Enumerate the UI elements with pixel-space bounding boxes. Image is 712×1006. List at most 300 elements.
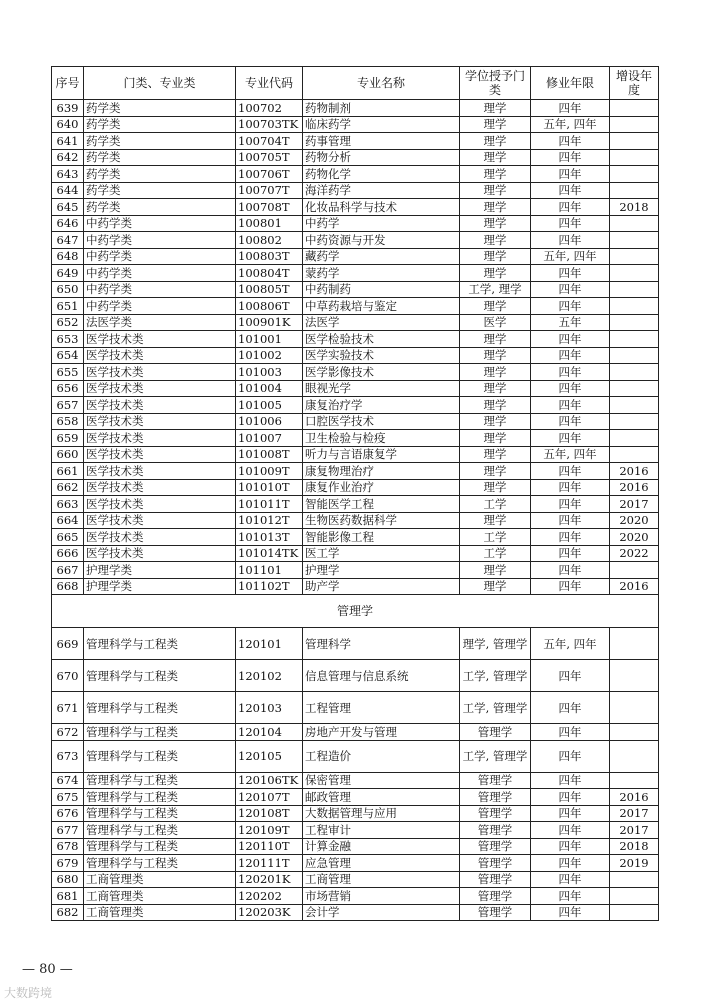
cell-name: 口腔医学技术 <box>303 413 460 430</box>
cell-degree: 理学 <box>460 331 531 348</box>
cell-duration: 四年 <box>531 397 610 414</box>
table-row <box>52 822 659 839</box>
cell-duration: 四年 <box>531 232 610 249</box>
header-name: 专业名称 <box>303 67 460 100</box>
table-row <box>52 805 659 822</box>
cell-category: 管理科学与工程类 <box>84 855 236 872</box>
table-row <box>52 446 659 463</box>
cell-code: 100805T <box>236 281 303 298</box>
cell-degree: 理学 <box>460 248 531 265</box>
cell-code: 120104 <box>236 724 303 741</box>
cell-category: 医学技术类 <box>84 430 236 447</box>
cell-code: 120107T <box>236 789 303 806</box>
cell-duration: 四年 <box>531 692 610 724</box>
cell-code: 101008T <box>236 446 303 463</box>
cell-code: 120201K <box>236 871 303 888</box>
cell-category: 管理科学与工程类 <box>84 740 236 772</box>
table-row <box>52 166 659 183</box>
cell-category: 管理科学与工程类 <box>84 772 236 789</box>
cell-category: 中药学类 <box>84 281 236 298</box>
cell-name: 药事管理 <box>303 133 460 150</box>
cell-degree: 理学 <box>460 397 531 414</box>
cell-code: 120202 <box>236 888 303 905</box>
section-title: 管理学 <box>52 595 659 628</box>
cell-year: 2017 <box>610 822 659 839</box>
cell-num: 665 <box>52 529 84 546</box>
cell-degree: 管理学 <box>460 904 531 921</box>
cell-code: 101006 <box>236 413 303 430</box>
cell-duration: 四年 <box>531 888 610 905</box>
cell-category: 管理科学与工程类 <box>84 724 236 741</box>
cell-duration: 四年 <box>531 479 610 496</box>
cell-category: 医学技术类 <box>84 479 236 496</box>
cell-num: 655 <box>52 364 84 381</box>
table-row <box>52 100 659 117</box>
cell-category: 医学技术类 <box>84 446 236 463</box>
cell-year <box>610 446 659 463</box>
cell-code: 100901K <box>236 314 303 331</box>
cell-year <box>610 100 659 117</box>
cell-category: 医学技术类 <box>84 496 236 513</box>
cell-year: 2016 <box>610 789 659 806</box>
cell-name: 海洋药学 <box>303 182 460 199</box>
cell-code: 101003 <box>236 364 303 381</box>
cell-num: 650 <box>52 281 84 298</box>
cell-year <box>610 116 659 133</box>
cell-name: 医工学 <box>303 545 460 562</box>
cell-duration: 四年 <box>531 413 610 430</box>
cell-year <box>610 314 659 331</box>
cell-num: 677 <box>52 822 84 839</box>
cell-year <box>610 364 659 381</box>
cell-duration: 四年 <box>531 805 610 822</box>
cell-code: 120101 <box>236 628 303 660</box>
cell-duration: 四年 <box>531 149 610 166</box>
cell-name: 听力与言语康复学 <box>303 446 460 463</box>
cell-category: 医学技术类 <box>84 463 236 480</box>
cell-category: 药学类 <box>84 166 236 183</box>
table-row <box>52 871 659 888</box>
cell-code: 100801 <box>236 215 303 232</box>
cell-category: 中药学类 <box>84 248 236 265</box>
cell-num: 649 <box>52 265 84 282</box>
table-row <box>52 248 659 265</box>
cell-duration: 四年 <box>531 265 610 282</box>
cell-degree: 管理学 <box>460 789 531 806</box>
cell-degree: 理学 <box>460 298 531 315</box>
cell-num: 648 <box>52 248 84 265</box>
cell-code: 101004 <box>236 380 303 397</box>
table-row <box>52 562 659 579</box>
cell-degree: 理学 <box>460 430 531 447</box>
table-body-management <box>52 628 659 921</box>
cell-name: 市场营销 <box>303 888 460 905</box>
cell-duration: 四年 <box>531 347 610 364</box>
cell-degree: 理学 <box>460 215 531 232</box>
cell-name: 中药资源与开发 <box>303 232 460 249</box>
cell-category: 管理科学与工程类 <box>84 822 236 839</box>
header-duration: 修业年限 <box>531 67 610 100</box>
cell-name: 药物制剂 <box>303 100 460 117</box>
cell-category: 医学技术类 <box>84 397 236 414</box>
cell-year: 2016 <box>610 463 659 480</box>
cell-degree: 工学, 管理学 <box>460 740 531 772</box>
cell-category: 管理科学与工程类 <box>84 838 236 855</box>
cell-year <box>610 430 659 447</box>
cell-year <box>610 740 659 772</box>
cell-category: 医学技术类 <box>84 380 236 397</box>
cell-name: 信息管理与信息系统 <box>303 660 460 692</box>
table-row <box>52 724 659 741</box>
cell-num: 667 <box>52 562 84 579</box>
cell-name: 藏药学 <box>303 248 460 265</box>
cell-name: 助产学 <box>303 578 460 595</box>
cell-degree: 管理学 <box>460 838 531 855</box>
cell-degree: 管理学 <box>460 772 531 789</box>
cell-code: 120111T <box>236 855 303 872</box>
cell-name: 康复作业治疗 <box>303 479 460 496</box>
table-row <box>52 347 659 364</box>
cell-code: 120106TK <box>236 772 303 789</box>
cell-name: 工商管理 <box>303 871 460 888</box>
cell-name: 卫生检验与检疫 <box>303 430 460 447</box>
cell-code: 101007 <box>236 430 303 447</box>
cell-year <box>610 248 659 265</box>
cell-code: 101102T <box>236 578 303 595</box>
cell-category: 药学类 <box>84 199 236 216</box>
cell-name: 大数据管理与应用 <box>303 805 460 822</box>
cell-year <box>610 166 659 183</box>
cell-code: 120103 <box>236 692 303 724</box>
cell-category: 工商管理类 <box>84 871 236 888</box>
cell-name: 中药学 <box>303 215 460 232</box>
cell-name: 邮政管理 <box>303 789 460 806</box>
cell-category: 管理科学与工程类 <box>84 660 236 692</box>
table-row <box>52 331 659 348</box>
cell-num: 663 <box>52 496 84 513</box>
table-row <box>52 314 659 331</box>
cell-year <box>610 182 659 199</box>
cell-num: 675 <box>52 789 84 806</box>
cell-num: 659 <box>52 430 84 447</box>
table-row <box>52 463 659 480</box>
cell-code: 101011T <box>236 496 303 513</box>
table-row <box>52 496 659 513</box>
cell-num: 646 <box>52 215 84 232</box>
cell-degree: 管理学 <box>460 855 531 872</box>
cell-duration: 四年 <box>531 545 610 562</box>
cell-duration: 四年 <box>531 331 610 348</box>
cell-num: 645 <box>52 199 84 216</box>
cell-year: 2020 <box>610 529 659 546</box>
cell-year <box>610 331 659 348</box>
cell-category: 中药学类 <box>84 215 236 232</box>
cell-name: 生物医药数据科学 <box>303 512 460 529</box>
cell-year <box>610 215 659 232</box>
cell-num: 639 <box>52 100 84 117</box>
cell-degree: 管理学 <box>460 871 531 888</box>
cell-code: 101002 <box>236 347 303 364</box>
cell-num: 662 <box>52 479 84 496</box>
cell-degree: 理学 <box>460 578 531 595</box>
cell-category: 管理科学与工程类 <box>84 628 236 660</box>
table-row <box>52 116 659 133</box>
table-row <box>52 182 659 199</box>
cell-category: 法医学类 <box>84 314 236 331</box>
cell-degree: 工学, 管理学 <box>460 692 531 724</box>
cell-num: 681 <box>52 888 84 905</box>
cell-duration: 四年 <box>531 364 610 381</box>
cell-category: 管理科学与工程类 <box>84 805 236 822</box>
table-body-medicine <box>52 100 659 595</box>
cell-category: 医学技术类 <box>84 545 236 562</box>
table-row <box>52 578 659 595</box>
cell-category: 药学类 <box>84 133 236 150</box>
cell-name: 房地产开发与管理 <box>303 724 460 741</box>
table-row <box>52 380 659 397</box>
cell-degree: 理学 <box>460 232 531 249</box>
header-category: 门类、专业类 <box>84 67 236 100</box>
major-catalog-table <box>51 66 659 921</box>
cell-degree: 工学 <box>460 529 531 546</box>
cell-degree: 理学 <box>460 364 531 381</box>
table-row <box>52 740 659 772</box>
cell-num: 642 <box>52 149 84 166</box>
cell-code: 120102 <box>236 660 303 692</box>
cell-year <box>610 265 659 282</box>
cell-duration: 四年 <box>531 182 610 199</box>
table-row <box>52 789 659 806</box>
header-num: 序号 <box>52 67 84 100</box>
cell-code: 100802 <box>236 232 303 249</box>
watermark: 大数跨境 <box>4 986 53 1000</box>
cell-degree: 工学, 理学 <box>460 281 531 298</box>
cell-name: 护理学 <box>303 562 460 579</box>
table-row <box>52 364 659 381</box>
cell-duration: 五年, 四年 <box>531 628 610 660</box>
table-row <box>52 397 659 414</box>
cell-code: 101101 <box>236 562 303 579</box>
table-row <box>52 430 659 447</box>
cell-year <box>610 298 659 315</box>
cell-year <box>610 724 659 741</box>
cell-year <box>610 692 659 724</box>
table-row <box>52 529 659 546</box>
cell-num: 641 <box>52 133 84 150</box>
cell-name: 应急管理 <box>303 855 460 872</box>
cell-category: 工商管理类 <box>84 888 236 905</box>
cell-code: 101009T <box>236 463 303 480</box>
cell-duration: 四年 <box>531 166 610 183</box>
cell-category: 医学技术类 <box>84 529 236 546</box>
cell-degree: 理学 <box>460 512 531 529</box>
cell-num: 647 <box>52 232 84 249</box>
cell-category: 护理学类 <box>84 562 236 579</box>
cell-code: 120105 <box>236 740 303 772</box>
cell-name: 工程管理 <box>303 692 460 724</box>
cell-num: 672 <box>52 724 84 741</box>
cell-category: 护理学类 <box>84 578 236 595</box>
cell-code: 101012T <box>236 512 303 529</box>
cell-num: 656 <box>52 380 84 397</box>
cell-category: 药学类 <box>84 116 236 133</box>
section-row <box>52 595 659 628</box>
cell-degree: 理学 <box>460 133 531 150</box>
cell-num: 682 <box>52 904 84 921</box>
cell-num: 658 <box>52 413 84 430</box>
cell-duration: 四年 <box>531 281 610 298</box>
cell-degree: 理学 <box>460 413 531 430</box>
cell-duration: 五年, 四年 <box>531 248 610 265</box>
cell-name: 智能影像工程 <box>303 529 460 546</box>
cell-num: 671 <box>52 692 84 724</box>
cell-code: 101014TK <box>236 545 303 562</box>
cell-num: 680 <box>52 871 84 888</box>
cell-year: 2019 <box>610 855 659 872</box>
cell-code: 100806T <box>236 298 303 315</box>
table-row <box>52 298 659 315</box>
cell-category: 医学技术类 <box>84 347 236 364</box>
cell-year: 2018 <box>610 838 659 855</box>
table-row <box>52 692 659 724</box>
cell-duration: 四年 <box>531 822 610 839</box>
cell-code: 100804T <box>236 265 303 282</box>
cell-degree: 管理学 <box>460 724 531 741</box>
cell-degree: 管理学 <box>460 822 531 839</box>
cell-num: 673 <box>52 740 84 772</box>
cell-year <box>610 904 659 921</box>
cell-num: 654 <box>52 347 84 364</box>
cell-name: 计算金融 <box>303 838 460 855</box>
cell-year: 2016 <box>610 479 659 496</box>
table-row <box>52 232 659 249</box>
cell-code: 101001 <box>236 331 303 348</box>
cell-num: 676 <box>52 805 84 822</box>
cell-num: 643 <box>52 166 84 183</box>
cell-code: 100702 <box>236 100 303 117</box>
cell-duration: 四年 <box>531 578 610 595</box>
cell-name: 工程审计 <box>303 822 460 839</box>
cell-name: 智能医学工程 <box>303 496 460 513</box>
cell-degree: 理学 <box>460 446 531 463</box>
page-number: — 80 — <box>22 962 73 977</box>
cell-name: 化妆品科学与技术 <box>303 199 460 216</box>
table-row <box>52 281 659 298</box>
cell-code: 120203K <box>236 904 303 921</box>
cell-code: 100705T <box>236 149 303 166</box>
table-section <box>52 595 659 628</box>
cell-duration: 四年 <box>531 133 610 150</box>
cell-degree: 理学 <box>460 116 531 133</box>
table-header-row <box>52 67 659 100</box>
table-row <box>52 133 659 150</box>
cell-year <box>610 413 659 430</box>
cell-num: 661 <box>52 463 84 480</box>
table-row <box>52 413 659 430</box>
cell-num: 670 <box>52 660 84 692</box>
cell-name: 临床药学 <box>303 116 460 133</box>
cell-degree: 理学 <box>460 265 531 282</box>
cell-duration: 四年 <box>531 562 610 579</box>
cell-degree: 理学, 管理学 <box>460 628 531 660</box>
cell-category: 管理科学与工程类 <box>84 789 236 806</box>
cell-num: 651 <box>52 298 84 315</box>
cell-name: 医学实验技术 <box>303 347 460 364</box>
cell-name: 中药制药 <box>303 281 460 298</box>
cell-name: 工程造价 <box>303 740 460 772</box>
table-row <box>52 512 659 529</box>
cell-name: 法医学 <box>303 314 460 331</box>
cell-duration: 四年 <box>531 660 610 692</box>
cell-degree: 管理学 <box>460 805 531 822</box>
cell-duration: 四年 <box>531 789 610 806</box>
cell-name: 医学影像技术 <box>303 364 460 381</box>
cell-duration: 四年 <box>531 855 610 872</box>
cell-num: 664 <box>52 512 84 529</box>
cell-category: 医学技术类 <box>84 364 236 381</box>
table-row <box>52 149 659 166</box>
cell-year <box>610 397 659 414</box>
cell-year: 2016 <box>610 578 659 595</box>
cell-duration: 四年 <box>531 496 610 513</box>
table-row <box>52 199 659 216</box>
header-code: 专业代码 <box>236 67 303 100</box>
cell-degree: 工学 <box>460 545 531 562</box>
table-row <box>52 660 659 692</box>
cell-name: 药物化学 <box>303 166 460 183</box>
cell-category: 中药学类 <box>84 298 236 315</box>
cell-duration: 四年 <box>531 838 610 855</box>
cell-degree: 理学 <box>460 380 531 397</box>
table-row <box>52 855 659 872</box>
cell-degree: 管理学 <box>460 888 531 905</box>
cell-category: 管理科学与工程类 <box>84 692 236 724</box>
cell-degree: 理学 <box>460 347 531 364</box>
cell-name: 医学检验技术 <box>303 331 460 348</box>
cell-degree: 工学 <box>460 496 531 513</box>
cell-duration: 四年 <box>531 380 610 397</box>
cell-year <box>610 888 659 905</box>
cell-duration: 五年 <box>531 314 610 331</box>
cell-code: 100707T <box>236 182 303 199</box>
cell-year <box>610 660 659 692</box>
header-year: 增设年度 <box>610 67 659 100</box>
cell-year <box>610 232 659 249</box>
cell-year <box>610 628 659 660</box>
cell-year <box>610 871 659 888</box>
cell-degree: 理学 <box>460 100 531 117</box>
cell-num: 678 <box>52 838 84 855</box>
cell-name: 管理科学 <box>303 628 460 660</box>
cell-num: 644 <box>52 182 84 199</box>
table-row <box>52 628 659 660</box>
cell-name: 康复治疗学 <box>303 397 460 414</box>
cell-name: 蒙药学 <box>303 265 460 282</box>
cell-num: 669 <box>52 628 84 660</box>
cell-num: 653 <box>52 331 84 348</box>
table-row <box>52 772 659 789</box>
cell-code: 101010T <box>236 479 303 496</box>
cell-category: 医学技术类 <box>84 331 236 348</box>
cell-duration: 四年 <box>531 871 610 888</box>
cell-category: 医学技术类 <box>84 512 236 529</box>
cell-num: 679 <box>52 855 84 872</box>
cell-name: 会计学 <box>303 904 460 921</box>
cell-year <box>610 133 659 150</box>
cell-duration: 四年 <box>531 772 610 789</box>
cell-duration: 四年 <box>531 740 610 772</box>
cell-duration: 四年 <box>531 430 610 447</box>
